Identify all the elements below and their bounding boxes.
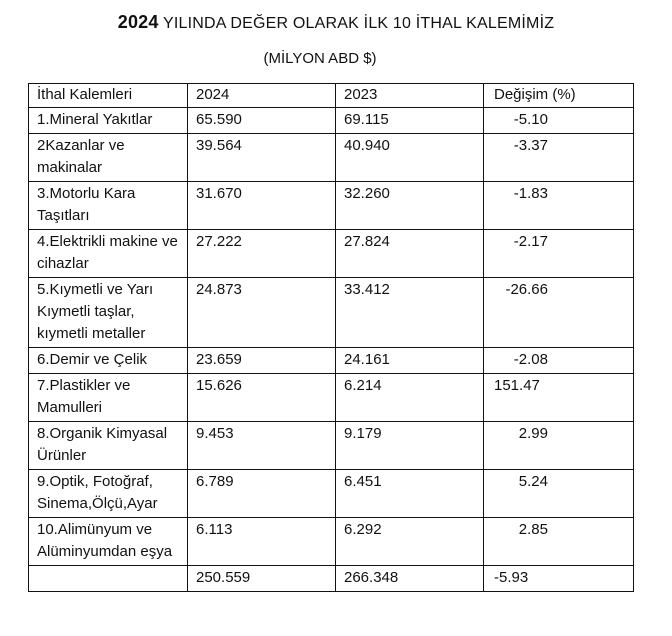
page-title — [0, 12, 672, 33]
change-percent: 151.47 — [484, 374, 634, 422]
header-2023: 2023 — [336, 84, 484, 108]
page-subtitle: (MİLYON ABD $) — [263, 50, 377, 67]
item-name: 3.Motorlu Kara Taşıtları — [29, 182, 188, 230]
title-year: 2024 — [117, 12, 159, 32]
value-2023: 24.161 — [336, 348, 484, 374]
table-body — [29, 84, 634, 592]
value-2023: 69.115 — [336, 108, 484, 134]
item-name: 1.Mineral Yakıtlar — [29, 108, 188, 134]
table-header-row — [29, 84, 634, 108]
value-2023: 27.824 — [336, 230, 484, 278]
value-2024: 39.564 — [188, 134, 336, 182]
value-2023: 9.179 — [336, 422, 484, 470]
value-2024: 9.453 — [188, 422, 336, 470]
value-2024: 24.873 — [188, 278, 336, 348]
table-row — [29, 108, 634, 134]
value-2024: 27.222 — [188, 230, 336, 278]
value-2024: 23.659 — [188, 348, 336, 374]
table-row — [29, 278, 634, 348]
change-percent: -5.10 — [484, 108, 634, 134]
table-row — [29, 230, 634, 278]
value-2023: 6.451 — [336, 470, 484, 518]
total-2023: 266.348 — [336, 566, 484, 592]
table-row — [29, 348, 634, 374]
item-name: 8.Organik Kimyasal Ürünler — [29, 422, 188, 470]
item-name: 10.Alimünyum ve Alüminyumdan eşya — [29, 518, 188, 566]
import-items-table — [28, 83, 634, 592]
header-2024: 2024 — [188, 84, 336, 108]
table-row — [29, 182, 634, 230]
value-2023: 33.412 — [336, 278, 484, 348]
item-name: 7.Plastikler ve Mamulleri — [29, 374, 188, 422]
item-name: 9.Optik, Fotoğraf, Sinema,Ölçü,Ayar — [29, 470, 188, 518]
item-name: 4.Elektrikli makine ve cihazlar — [29, 230, 188, 278]
table-row — [29, 470, 634, 518]
change-percent: -26.66 — [484, 278, 634, 348]
table-row — [29, 374, 634, 422]
total-label — [29, 566, 188, 592]
change-percent: -3.37 — [484, 134, 634, 182]
table-total-row — [29, 566, 634, 592]
change-percent: 2.85 — [484, 518, 634, 566]
value-2024: 6.113 — [188, 518, 336, 566]
value-2023: 6.292 — [336, 518, 484, 566]
header-change-percent: Değişim (%) — [484, 84, 634, 108]
title-text: YILINDA DEĞER OLARAK İLK 10 İTHAL KALEMİMİZ — [162, 15, 555, 32]
change-percent: -2.17 — [484, 230, 634, 278]
value-2023: 40.940 — [336, 134, 484, 182]
table-row — [29, 422, 634, 470]
value-2024: 65.590 — [188, 108, 336, 134]
item-name: 6.Demir ve Çelik — [29, 348, 188, 374]
change-percent: -1.83 — [484, 182, 634, 230]
total-2024: 250.559 — [188, 566, 336, 592]
header-import-items: İthal Kalemleri — [29, 84, 188, 108]
value-2024: 6.789 — [188, 470, 336, 518]
change-percent: 5.24 — [484, 470, 634, 518]
item-name: 5.Kıymetli ve Yarı Kıymetli taşlar, kıymetli metaller — [29, 278, 188, 348]
table-row — [29, 134, 634, 182]
change-percent: -2.08 — [484, 348, 634, 374]
value-2024: 31.670 — [188, 182, 336, 230]
table-row — [29, 518, 634, 566]
item-name: 2Kazanlar ve makinalar — [29, 134, 188, 182]
change-percent: 2.99 — [484, 422, 634, 470]
value-2023: 6.214 — [336, 374, 484, 422]
total-change-percent: -5.93 — [484, 566, 634, 592]
value-2023: 32.260 — [336, 182, 484, 230]
value-2024: 15.626 — [188, 374, 336, 422]
